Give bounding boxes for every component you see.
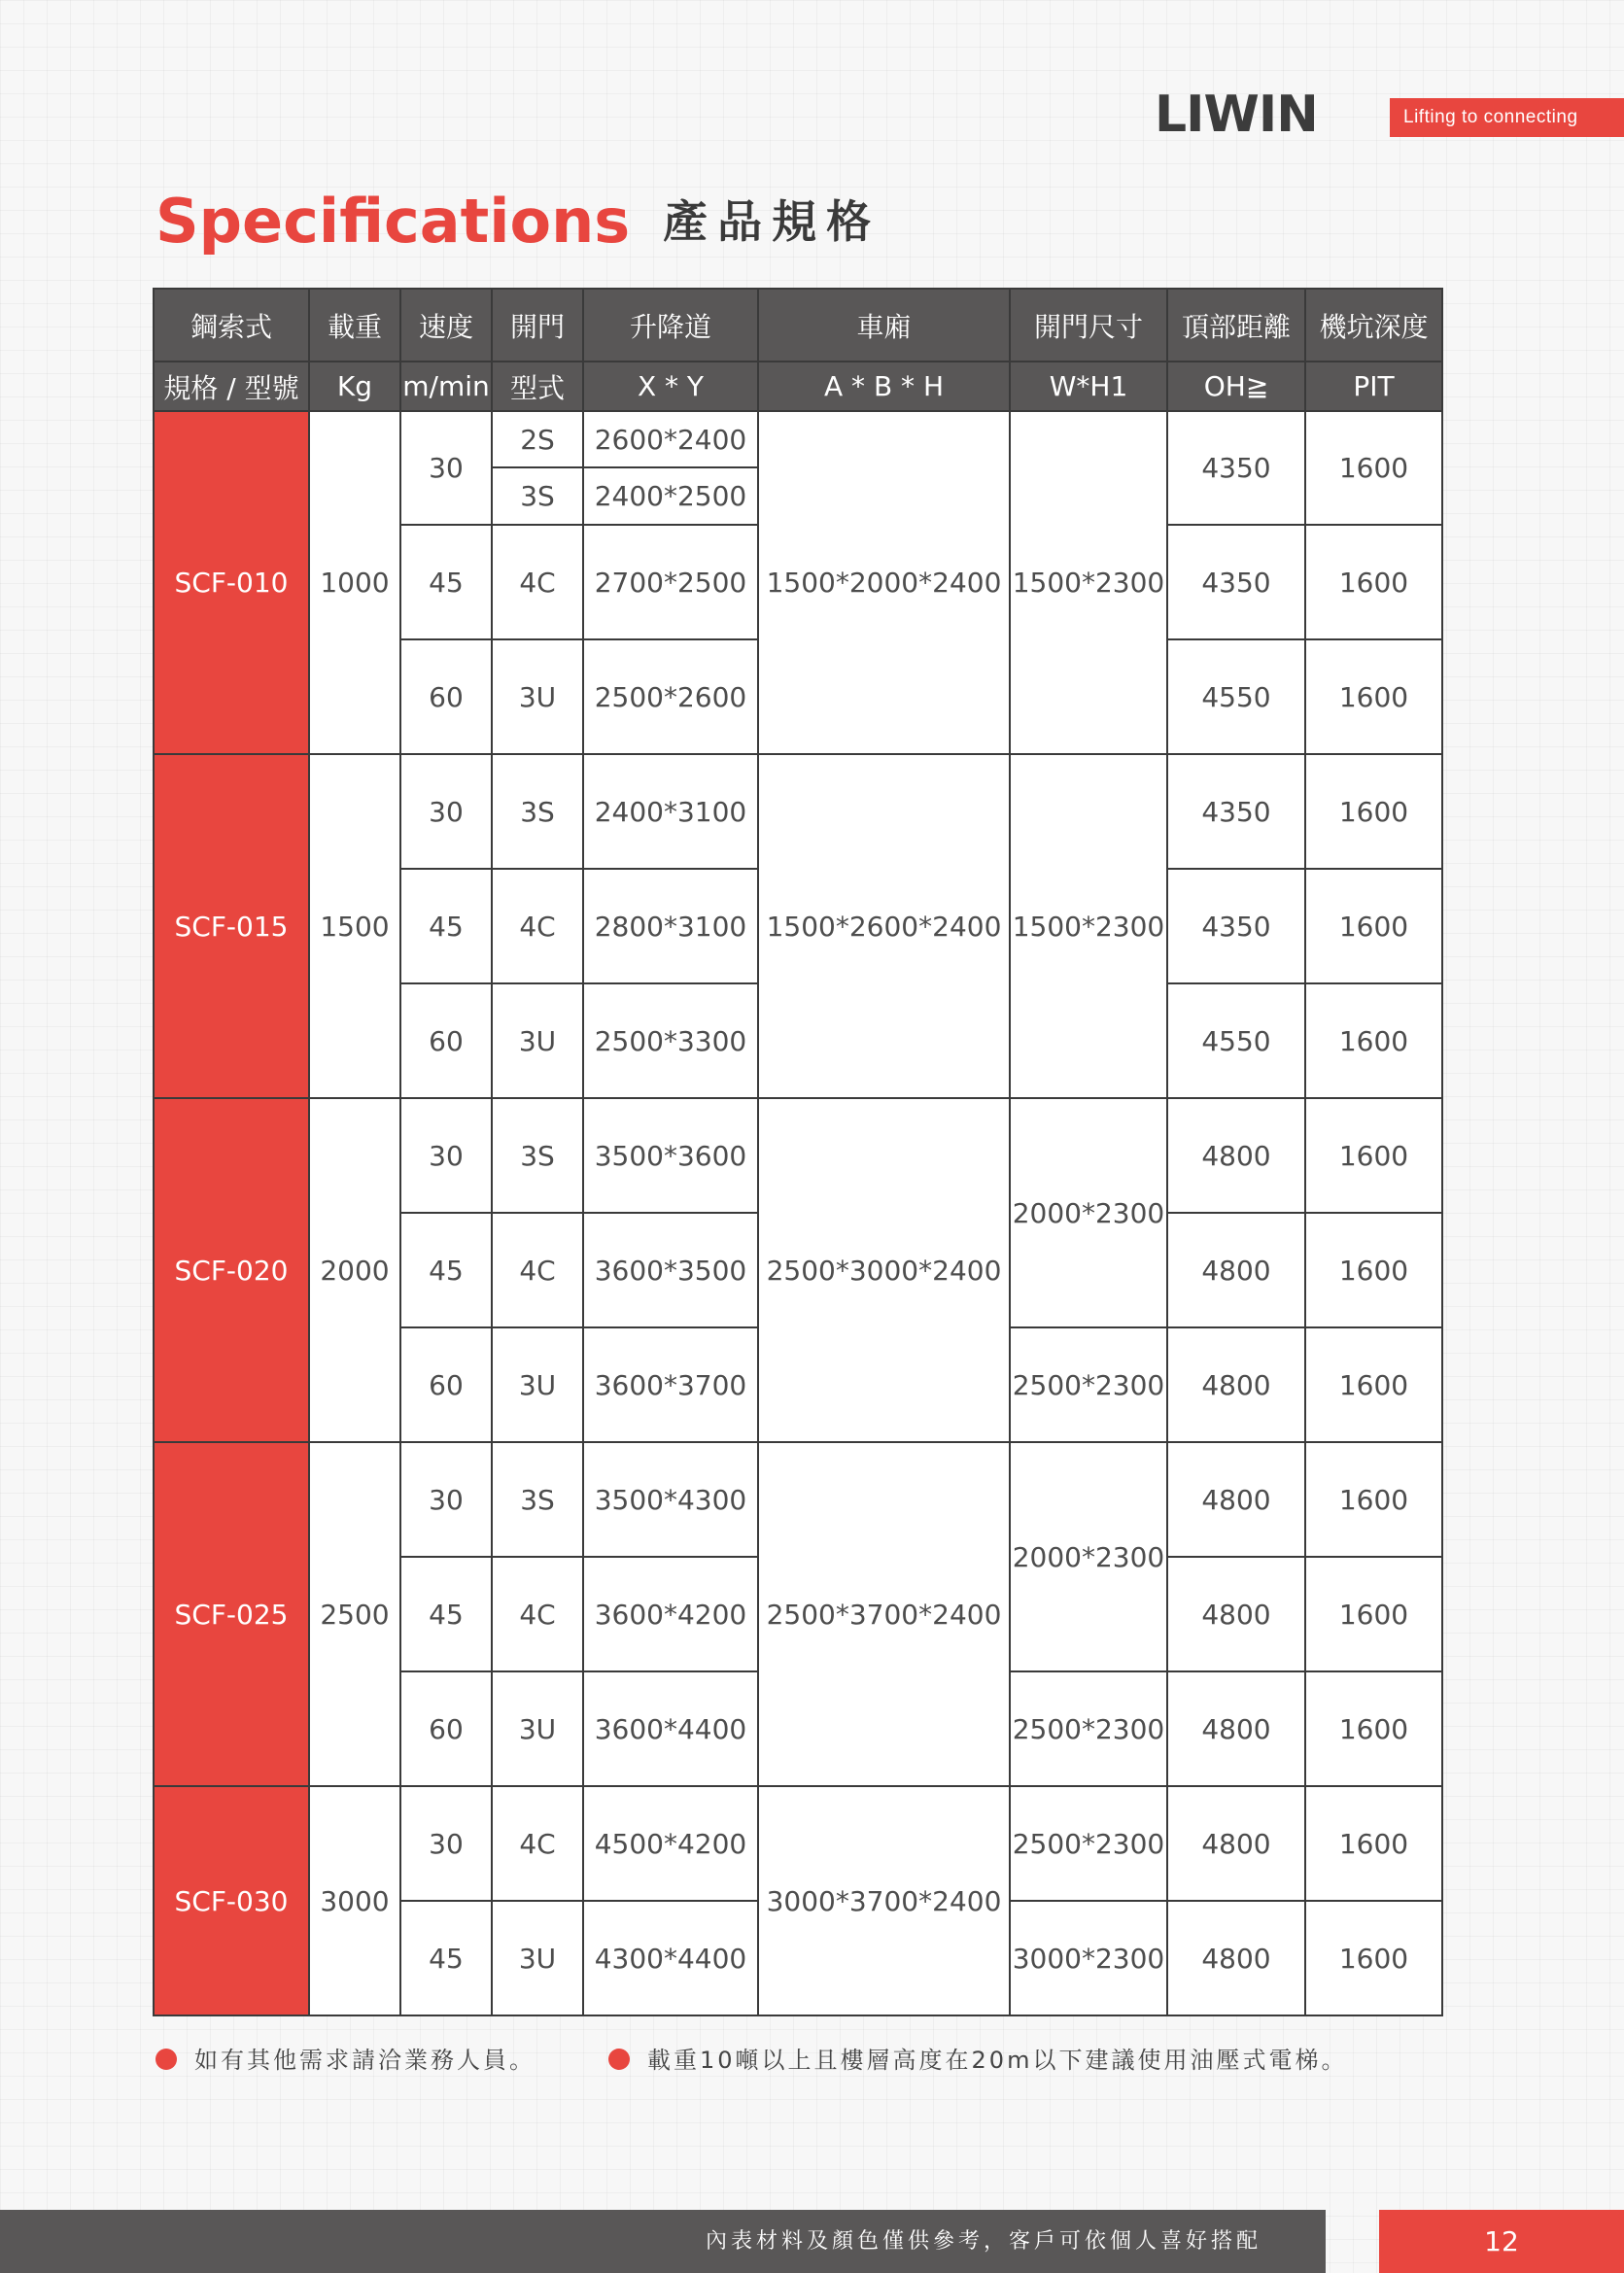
overhead-cell: 4800	[1167, 1098, 1305, 1213]
opening-size-cell: 1500*2300	[1010, 754, 1167, 1098]
subheader-cell: OH≧	[1167, 362, 1305, 411]
overhead-cell: 4800	[1167, 1213, 1305, 1327]
footnote-text: 如有其他需求請洽業務人員。	[194, 2047, 536, 2074]
shaft-size-cell: 3600*3500	[583, 1213, 758, 1327]
header-cell: 頂部距離	[1167, 289, 1305, 362]
speed-cell: 45	[400, 869, 492, 983]
subheader-cell: PIT	[1305, 362, 1442, 411]
overhead-cell: 4350	[1167, 754, 1305, 869]
header-cell: 開門	[492, 289, 583, 362]
shaft-size-cell: 3500*4300	[583, 1442, 758, 1557]
footnote-item	[155, 2041, 536, 2080]
pit-cell: 1600	[1305, 1557, 1442, 1671]
bullet-dot-icon	[608, 2049, 630, 2070]
car-size-cell: 2500*3700*2400	[758, 1442, 1010, 1786]
table-row	[154, 754, 1442, 869]
shaft-size-cell: 4300*4400	[583, 1901, 758, 2015]
pit-cell: 1600	[1305, 411, 1442, 525]
pit-cell: 1600	[1305, 1901, 1442, 2015]
subheader-cell: A * B * H	[758, 362, 1010, 411]
pit-cell: 1600	[1305, 1327, 1442, 1442]
model-cell: SCF-025	[154, 1442, 309, 1786]
opening-size-cell: 1500*2300	[1010, 411, 1167, 754]
page-number: 12	[1379, 2210, 1624, 2273]
load-cell: 2500	[309, 1442, 400, 1786]
pit-cell: 1600	[1305, 983, 1442, 1098]
model-cell: SCF-020	[154, 1098, 309, 1442]
shaft-size-cell: 3600*4200	[583, 1557, 758, 1671]
door-type-cell: 3S	[492, 754, 583, 869]
speed-cell: 45	[400, 525, 492, 639]
subheader-cell: 規格 / 型號	[154, 362, 309, 411]
opening-size-cell: 3000*2300	[1010, 1901, 1167, 2015]
shaft-size-cell: 2500*3300	[583, 983, 758, 1098]
overhead-cell: 4350	[1167, 869, 1305, 983]
speed-cell: 60	[400, 639, 492, 754]
header-cell: 車廂	[758, 289, 1010, 362]
model-cell: SCF-030	[154, 1786, 309, 2015]
door-type-cell: 4C	[492, 869, 583, 983]
header-cell: 升降道	[583, 289, 758, 362]
door-type-cell: 3U	[492, 639, 583, 754]
table-row	[154, 1442, 1442, 1557]
pit-cell: 1600	[1305, 1671, 1442, 1786]
speed-cell: 60	[400, 983, 492, 1098]
overhead-cell: 4800	[1167, 1557, 1305, 1671]
footer-disclaimer: 內表材料及顏色僅供參考，客戶可依個人喜好搭配	[0, 2210, 1326, 2273]
door-type-cell: 3U	[492, 1671, 583, 1786]
overhead-cell: 4800	[1167, 1327, 1305, 1442]
car-size-cell: 1500*2000*2400	[758, 411, 1010, 754]
shaft-size-cell: 4500*4200	[583, 1786, 758, 1901]
opening-size-cell: 2500*2300	[1010, 1327, 1167, 1442]
brand-tagline: Lifting to connecting	[1390, 98, 1624, 137]
door-type-cell: 3S	[492, 1442, 583, 1557]
door-type-cell: 4C	[492, 1557, 583, 1671]
brand-logo: LIWIN	[1155, 86, 1318, 144]
shaft-size-cell: 3600*3700	[583, 1327, 758, 1442]
opening-size-cell: 2500*2300	[1010, 1671, 1167, 1786]
subheader-cell: Kg	[309, 362, 400, 411]
speed-cell: 45	[400, 1557, 492, 1671]
table-row	[154, 1786, 1442, 1901]
overhead-cell: 4550	[1167, 983, 1305, 1098]
speed-cell: 45	[400, 1901, 492, 2015]
subheader-cell: 型式	[492, 362, 583, 411]
table-subheader-row	[154, 362, 1442, 411]
header-cell: 載重	[309, 289, 400, 362]
pit-cell: 1600	[1305, 1786, 1442, 1901]
overhead-cell: 4350	[1167, 525, 1305, 639]
spec-table	[153, 288, 1443, 2016]
door-type-cell: 4C	[492, 1786, 583, 1901]
title-chinese: 產品規格	[663, 195, 881, 248]
table-row	[154, 411, 1442, 467]
shaft-size-cell: 2800*3100	[583, 869, 758, 983]
speed-cell: 60	[400, 1671, 492, 1786]
load-cell: 2000	[309, 1098, 400, 1442]
speed-cell: 30	[400, 1786, 492, 1901]
title-english: Specifications	[155, 186, 631, 257]
load-cell: 3000	[309, 1786, 400, 2015]
shaft-size-cell: 2400*3100	[583, 754, 758, 869]
pit-cell: 1600	[1305, 869, 1442, 983]
bullet-dot-icon	[155, 2049, 177, 2070]
door-type-cell: 2S	[492, 411, 583, 467]
speed-cell: 30	[400, 411, 492, 525]
overhead-cell: 4350	[1167, 411, 1305, 525]
speed-cell: 30	[400, 754, 492, 869]
load-cell: 1000	[309, 411, 400, 754]
overhead-cell: 4800	[1167, 1442, 1305, 1557]
door-type-cell: 3U	[492, 983, 583, 1098]
shaft-size-cell: 2400*2500	[583, 467, 758, 525]
table-row	[154, 1098, 1442, 1213]
header-cell: 鋼索式	[154, 289, 309, 362]
car-size-cell: 1500*2600*2400	[758, 754, 1010, 1098]
subheader-cell: W*H1	[1010, 362, 1167, 411]
speed-cell: 45	[400, 1213, 492, 1327]
overhead-cell: 4800	[1167, 1671, 1305, 1786]
door-type-cell: 3S	[492, 467, 583, 525]
door-type-cell: 3U	[492, 1327, 583, 1442]
model-cell: SCF-010	[154, 411, 309, 754]
door-type-cell: 3S	[492, 1098, 583, 1213]
pit-cell: 1600	[1305, 1098, 1442, 1213]
table-header-row	[154, 289, 1442, 362]
footnote-text: 載重10噸以上且樓層高度在20m以下建議使用油壓式電梯。	[647, 2047, 1348, 2074]
header-cell: 機坑深度	[1305, 289, 1442, 362]
shaft-size-cell: 2700*2500	[583, 525, 758, 639]
pit-cell: 1600	[1305, 525, 1442, 639]
pit-cell: 1600	[1305, 754, 1442, 869]
subheader-cell: m/min	[400, 362, 492, 411]
opening-size-cell: 2500*2300	[1010, 1786, 1167, 1901]
header-cell: 開門尺寸	[1010, 289, 1167, 362]
speed-cell: 30	[400, 1098, 492, 1213]
shaft-size-cell: 3600*4400	[583, 1671, 758, 1786]
shaft-size-cell: 2600*2400	[583, 411, 758, 467]
opening-size-cell: 2000*2300	[1010, 1442, 1167, 1671]
overhead-cell: 4550	[1167, 639, 1305, 754]
door-type-cell: 4C	[492, 1213, 583, 1327]
overhead-cell: 4800	[1167, 1786, 1305, 1901]
footnotes	[155, 2041, 1516, 2080]
shaft-size-cell: 2500*2600	[583, 639, 758, 754]
subheader-cell: X * Y	[583, 362, 758, 411]
car-size-cell: 2500*3000*2400	[758, 1098, 1010, 1442]
opening-size-cell: 2000*2300	[1010, 1098, 1167, 1327]
pit-cell: 1600	[1305, 1213, 1442, 1327]
door-type-cell: 3U	[492, 1901, 583, 2015]
speed-cell: 60	[400, 1327, 492, 1442]
load-cell: 1500	[309, 754, 400, 1098]
model-cell: SCF-015	[154, 754, 309, 1098]
door-type-cell: 4C	[492, 525, 583, 639]
page-title	[155, 183, 881, 260]
shaft-size-cell: 3500*3600	[583, 1098, 758, 1213]
car-size-cell: 3000*3700*2400	[758, 1786, 1010, 2015]
overhead-cell: 4800	[1167, 1901, 1305, 2015]
speed-cell: 30	[400, 1442, 492, 1557]
header-cell: 速度	[400, 289, 492, 362]
footnote-item	[608, 2041, 1347, 2080]
pit-cell: 1600	[1305, 639, 1442, 754]
pit-cell: 1600	[1305, 1442, 1442, 1557]
